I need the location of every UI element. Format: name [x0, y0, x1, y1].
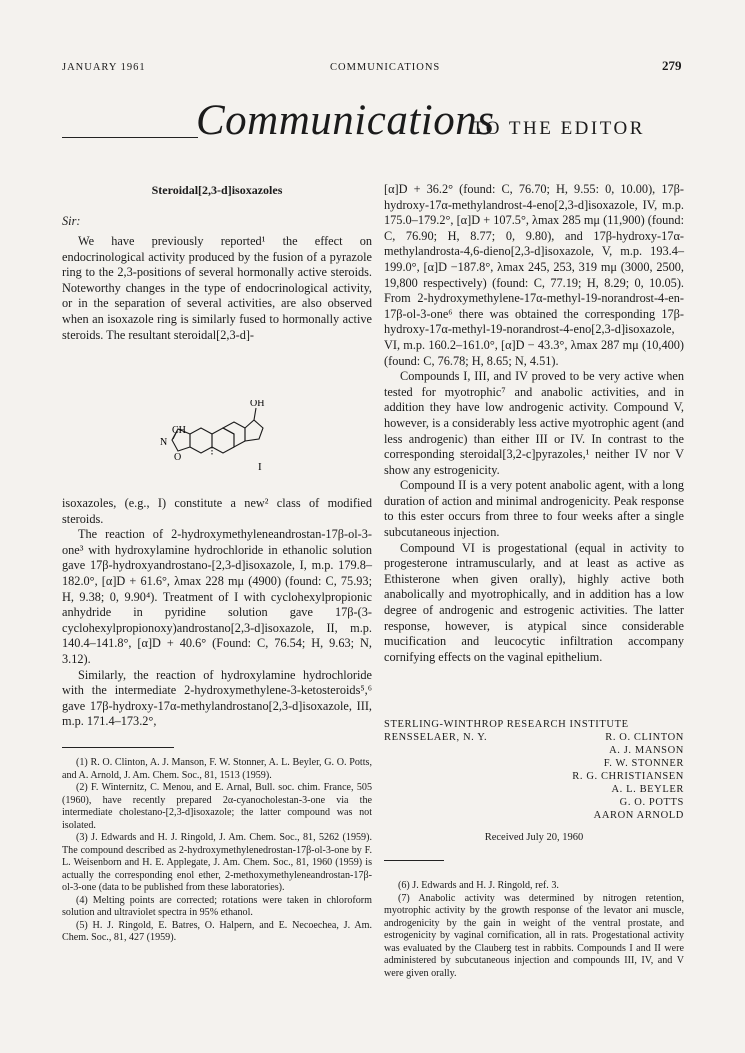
author-list [484, 731, 684, 822]
masthead-rule [62, 137, 198, 138]
running-header-section: COMMUNICATIONS [330, 62, 441, 73]
author: A. J. MANSON [609, 745, 684, 756]
author: G. O. POTTS [619, 797, 684, 808]
structure-oh: OH [250, 400, 265, 409]
chemical-structure [140, 400, 310, 480]
footnote: (3) J. Edwards and H. J. Ringold, J. Am. Chem. Soc., 81, 5262 (1959). The compound described as 2-hydroxymethylenedrostan-17β-ol-3-one by F. L. Weisenborn and H. E. Applegate, J. Am. Chem. Soc., 81, 1960 (1959) is actually the corresponding enol ether, 2-methoxymethyleneandrostan-17β-ol-3-one (data to be published from these laboratories). [62, 832, 372, 893]
structure-ch: CH [172, 425, 186, 436]
structure-o: O [174, 452, 182, 463]
page-number: 279 [662, 58, 682, 73]
author: AARON ARNOLD [593, 810, 684, 821]
footnote: (4) Melting points are corrected; rotations were taken in chloroform solution and ultraviolet spectra in 95% ethanol. [62, 894, 372, 918]
left-column-intro [62, 234, 372, 343]
structure-label: I [258, 461, 262, 473]
paragraph: Similarly, the reaction of hydroxylamine hydrochloride with the intermediate 2-hydroxymethylene-3-ketosteroids⁵,⁶ gave 17β-hydroxy-17α-methylandrostano[2,3-d]isoxazole, III, m.p. 171.4–173.2°, [62, 667, 372, 729]
received-date: Received July 20, 1960 [484, 832, 584, 843]
paragraph: Compound II is a very potent anabolic agent, with a long duration of action and minimal androgenicity. Peak response to this ester occurs from three to four weeks after a single subcutaneous injection. [384, 478, 684, 540]
footnote: (6) J. Edwards and H. J. Ringold, ref. 3. [398, 880, 559, 891]
footnote-rule-right [384, 860, 444, 861]
paragraph: Compounds I, III, and IV proved to be very active when tested for myotrophic⁷ and anabolic activities, and in addition they have low androgenic activity. Compound V, however, is a considerably less active myotrophic agent (and less androgenic) than either III or IV. In contrast to the corresponding steroidal[3,2-c]pyrazoles,¹ neither IV nor V show any estrogenicity. [384, 369, 684, 477]
footnote: (1) R. O. Clinton, A. J. Manson, F. W. Stonner, A. L. Beyler, G. O. Potts, and A. Arnold, J. Am. Chem. Soc., 81, 1513 (1959). [62, 757, 372, 781]
structure-n: N [160, 437, 168, 448]
author: R. O. CLINTON [605, 732, 684, 743]
author: A. L. BEYLER [611, 784, 684, 795]
footnote: (5) H. J. Ringold, E. Batres, O. Halpern, and E. Necoechea, J. Am. Chem. Soc., 81, 427 (1959). [62, 919, 372, 943]
right-column-body [384, 182, 684, 665]
institute-name: STERLING-WINTHROP RESEARCH INSTITUTE [384, 719, 629, 730]
author: R. G. CHRISTIANSEN [572, 771, 684, 782]
masthead-title: Communications [196, 97, 495, 144]
paragraph: [α]D + 36.2° (found: C, 76.70; H, 9.55: 0, 10.00), 17β-hydroxy-17α-methylandrost-4-eno[2,3-d]isoxazole, IV, m.p. 175.0–179.2°, [α]D + 107.5°, λmax 285 mμ (11,900) (found: C, 76.90; H, 8.77; 0, 9.80), and 17β-hydroxy-17α-methylandrosta-4,6-dieno[2,3-d]isoxazole, V, m.p. 193.4–199.0°, [α]D −187.8°, λmax 245, 253, 319 mμ (3000, 2500, 19,800 respectively) (found: C, 77.19; H, 8.29; 0, 10.05). From 2-hydroxymethylene-17α-methyl-19-norandrost-4-en-17β-ol-3-one⁶ there was obtained the corresponding 17β-hydroxy-17α-methyl-19-norandrost-4-eno[2,3-d]isoxazole, VI, m.p. 160.2–161.0°, [α]D − 43.3°, λmax 287 mμ (10,400) (found: C, 76.78; H, 8.65; N, 4.51). [384, 182, 684, 368]
salutation: Sir: [62, 214, 81, 228]
author: F. W. STONNER [603, 758, 684, 769]
paragraph: Compound VI is progestational (equal in activity to progesterone intramuscularly, and at least as active as Ethisterone when given orally), highly active both anabolically and myotrophically, and in addition has a low degree of androgenic and estrogenic activities. The latter response, however, is atypical since considerable mucification and leucocytic infiltration accompany cornifying effects on the vaginal epithelium. [384, 540, 684, 664]
article-title: Steroidal[2,3-d]isoxazoles [151, 183, 283, 197]
footnote-rule-left [62, 747, 174, 748]
footnote: (7) Anabolic activity was determined by nitrogen retention, myotrophic activity by the growth response of the levator ani muscle, androgenicity by the gain in weight of the ventral prostate, and estrogenicity by vaginal cornification, all in rats. Progestational activity was evaluated by the Clauberg test in rabbits. Compounds I and II were administered by subcutaneous injection and compounds III, IV, and V were given orally. [384, 892, 684, 979]
institute-location: RENSSELAER, N. Y. [384, 732, 488, 743]
running-header-date: JANUARY 1961 [62, 62, 146, 73]
paragraph: isoxazoles, (e.g., I) constitute a new² class of modified steroids. [62, 496, 372, 526]
left-column-body [62, 496, 372, 730]
paragraph: We have previously reported¹ the effect on endocrinological activity produced by the fusion of a pyrazole ring to the 2,3-positions of several hormonally active steroids. Noteworthy changes in the type of endocrinological activity, or in the separation of several activities, are also observed when an isoxazole ring is similarly fused to hormonally active steroids. The resultant steroidal[2,3-d]- [62, 234, 372, 342]
footnotes-right [384, 880, 684, 980]
paragraph: The reaction of 2-hydroxymethyleneandrostan-17β-ol-3-one³ with hydroxylamine hydrochloride in ethanolic solution gave 17β-hydroxyandrostano-[2,3-d]isoxazole, I, m.p. 179.8–182.0°, [α]D + 61.6°, λmax 228 mμ (4900) (found: C, 75.93; H, 9.38; 0, 9.90⁴). Treatment of I with cyclohexylpropionic anhydride in pyridine solution gave 17β-(3-cyclohexylpropionoxy)androstano[2,3-d]isoxazole, II, m.p. 140.4–141.8°, [α]D + 40.6° (Found: C, 76.54; H, 9.63; N, 3.12). [62, 527, 372, 666]
footnote: (2) F. Winternitz, C. Menou, and E. Arnal, Bull. soc. chim. France, 505 (1960), have recently prepared 2α-cyanocholestan-3-one via the intermediate cholestano-[2,3-d]isoxazole; the latter compound was not isolated. [62, 782, 372, 831]
masthead-subtitle: TO THE EDITOR [472, 118, 645, 139]
footnotes-left [62, 757, 372, 945]
